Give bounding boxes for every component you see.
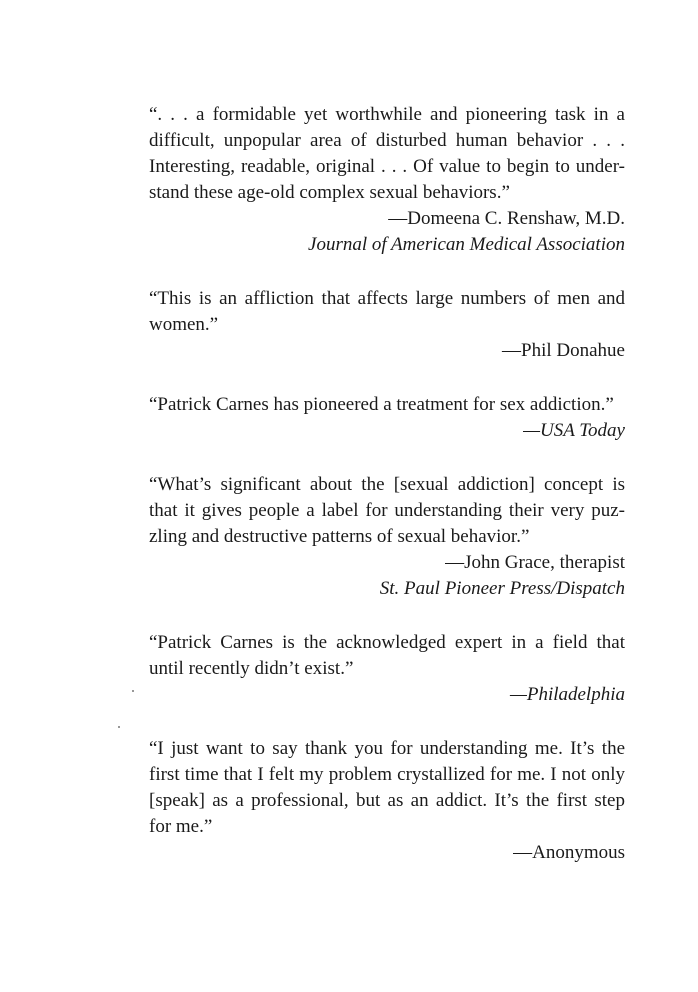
blurb-attribution: —Phil Donahue bbox=[502, 340, 625, 361]
blurbs-page bbox=[149, 102, 625, 866]
blurb-quote bbox=[149, 736, 625, 840]
blurb-quote bbox=[149, 102, 625, 206]
blurb-quote bbox=[149, 472, 625, 550]
blurb-attribution: —John Grace, therapist bbox=[445, 552, 625, 573]
quote-line: difficult, unpopular area of disturbed human behavior . . . bbox=[149, 130, 625, 151]
quote-line: “Patrick Carnes has pioneered a treatment for sex addiction.” bbox=[149, 394, 614, 415]
scan-speck bbox=[118, 726, 120, 728]
quote-line: zling and destructive patterns of sexual behavior.” bbox=[149, 526, 530, 547]
blurb-source: St. Paul Pioneer Press/Dispatch bbox=[379, 578, 625, 599]
blurb-quote bbox=[149, 392, 625, 418]
quote-line: until recently didn’t exist.” bbox=[149, 658, 354, 679]
blurb-quote bbox=[149, 286, 625, 338]
blurb-philadelphia bbox=[149, 630, 625, 708]
blurb-attribution: —Domeena C. Renshaw, M.D. bbox=[388, 208, 625, 229]
quote-line: “. . . a formidable yet worthwhile and pioneering task in a bbox=[149, 104, 625, 125]
quote-line: that it gives people a label for understanding their very puz- bbox=[149, 500, 625, 521]
quote-line: stand these age-old complex sexual behaviors.” bbox=[149, 182, 510, 203]
blurb-donahue bbox=[149, 286, 625, 364]
blurb-attribution: —USA Today bbox=[523, 420, 625, 441]
quote-line: women.” bbox=[149, 314, 219, 335]
quote-line: first time that I felt my problem crystallized for me. I not only bbox=[149, 764, 625, 785]
quote-line: “Patrick Carnes is the acknowledged expert in a field that bbox=[149, 632, 625, 653]
blurb-renshaw bbox=[149, 102, 625, 258]
quote-line: Interesting, readable, original . . . Of value to begin to under- bbox=[149, 156, 625, 177]
quote-line: “This is an affliction that affects large numbers of men and bbox=[149, 288, 625, 309]
blurb-attribution: —Anonymous bbox=[513, 842, 625, 863]
blurb-source: Journal of American Medical Association bbox=[308, 234, 625, 255]
quote-line: for me.” bbox=[149, 816, 213, 837]
blurb-anonymous bbox=[149, 736, 625, 866]
quote-line: “I just want to say thank you for understanding me. It’s the bbox=[149, 738, 625, 759]
scan-speck bbox=[132, 690, 134, 692]
blurb-grace bbox=[149, 472, 625, 602]
blurb-usa-today bbox=[149, 392, 625, 444]
quote-line: [speak] as a professional, but as an addict. It’s the first step bbox=[149, 790, 625, 811]
blurb-quote bbox=[149, 630, 625, 682]
blurb-attribution: —Philadelphia bbox=[509, 684, 625, 705]
quote-line: “What’s significant about the [sexual addiction] concept is bbox=[149, 474, 625, 495]
